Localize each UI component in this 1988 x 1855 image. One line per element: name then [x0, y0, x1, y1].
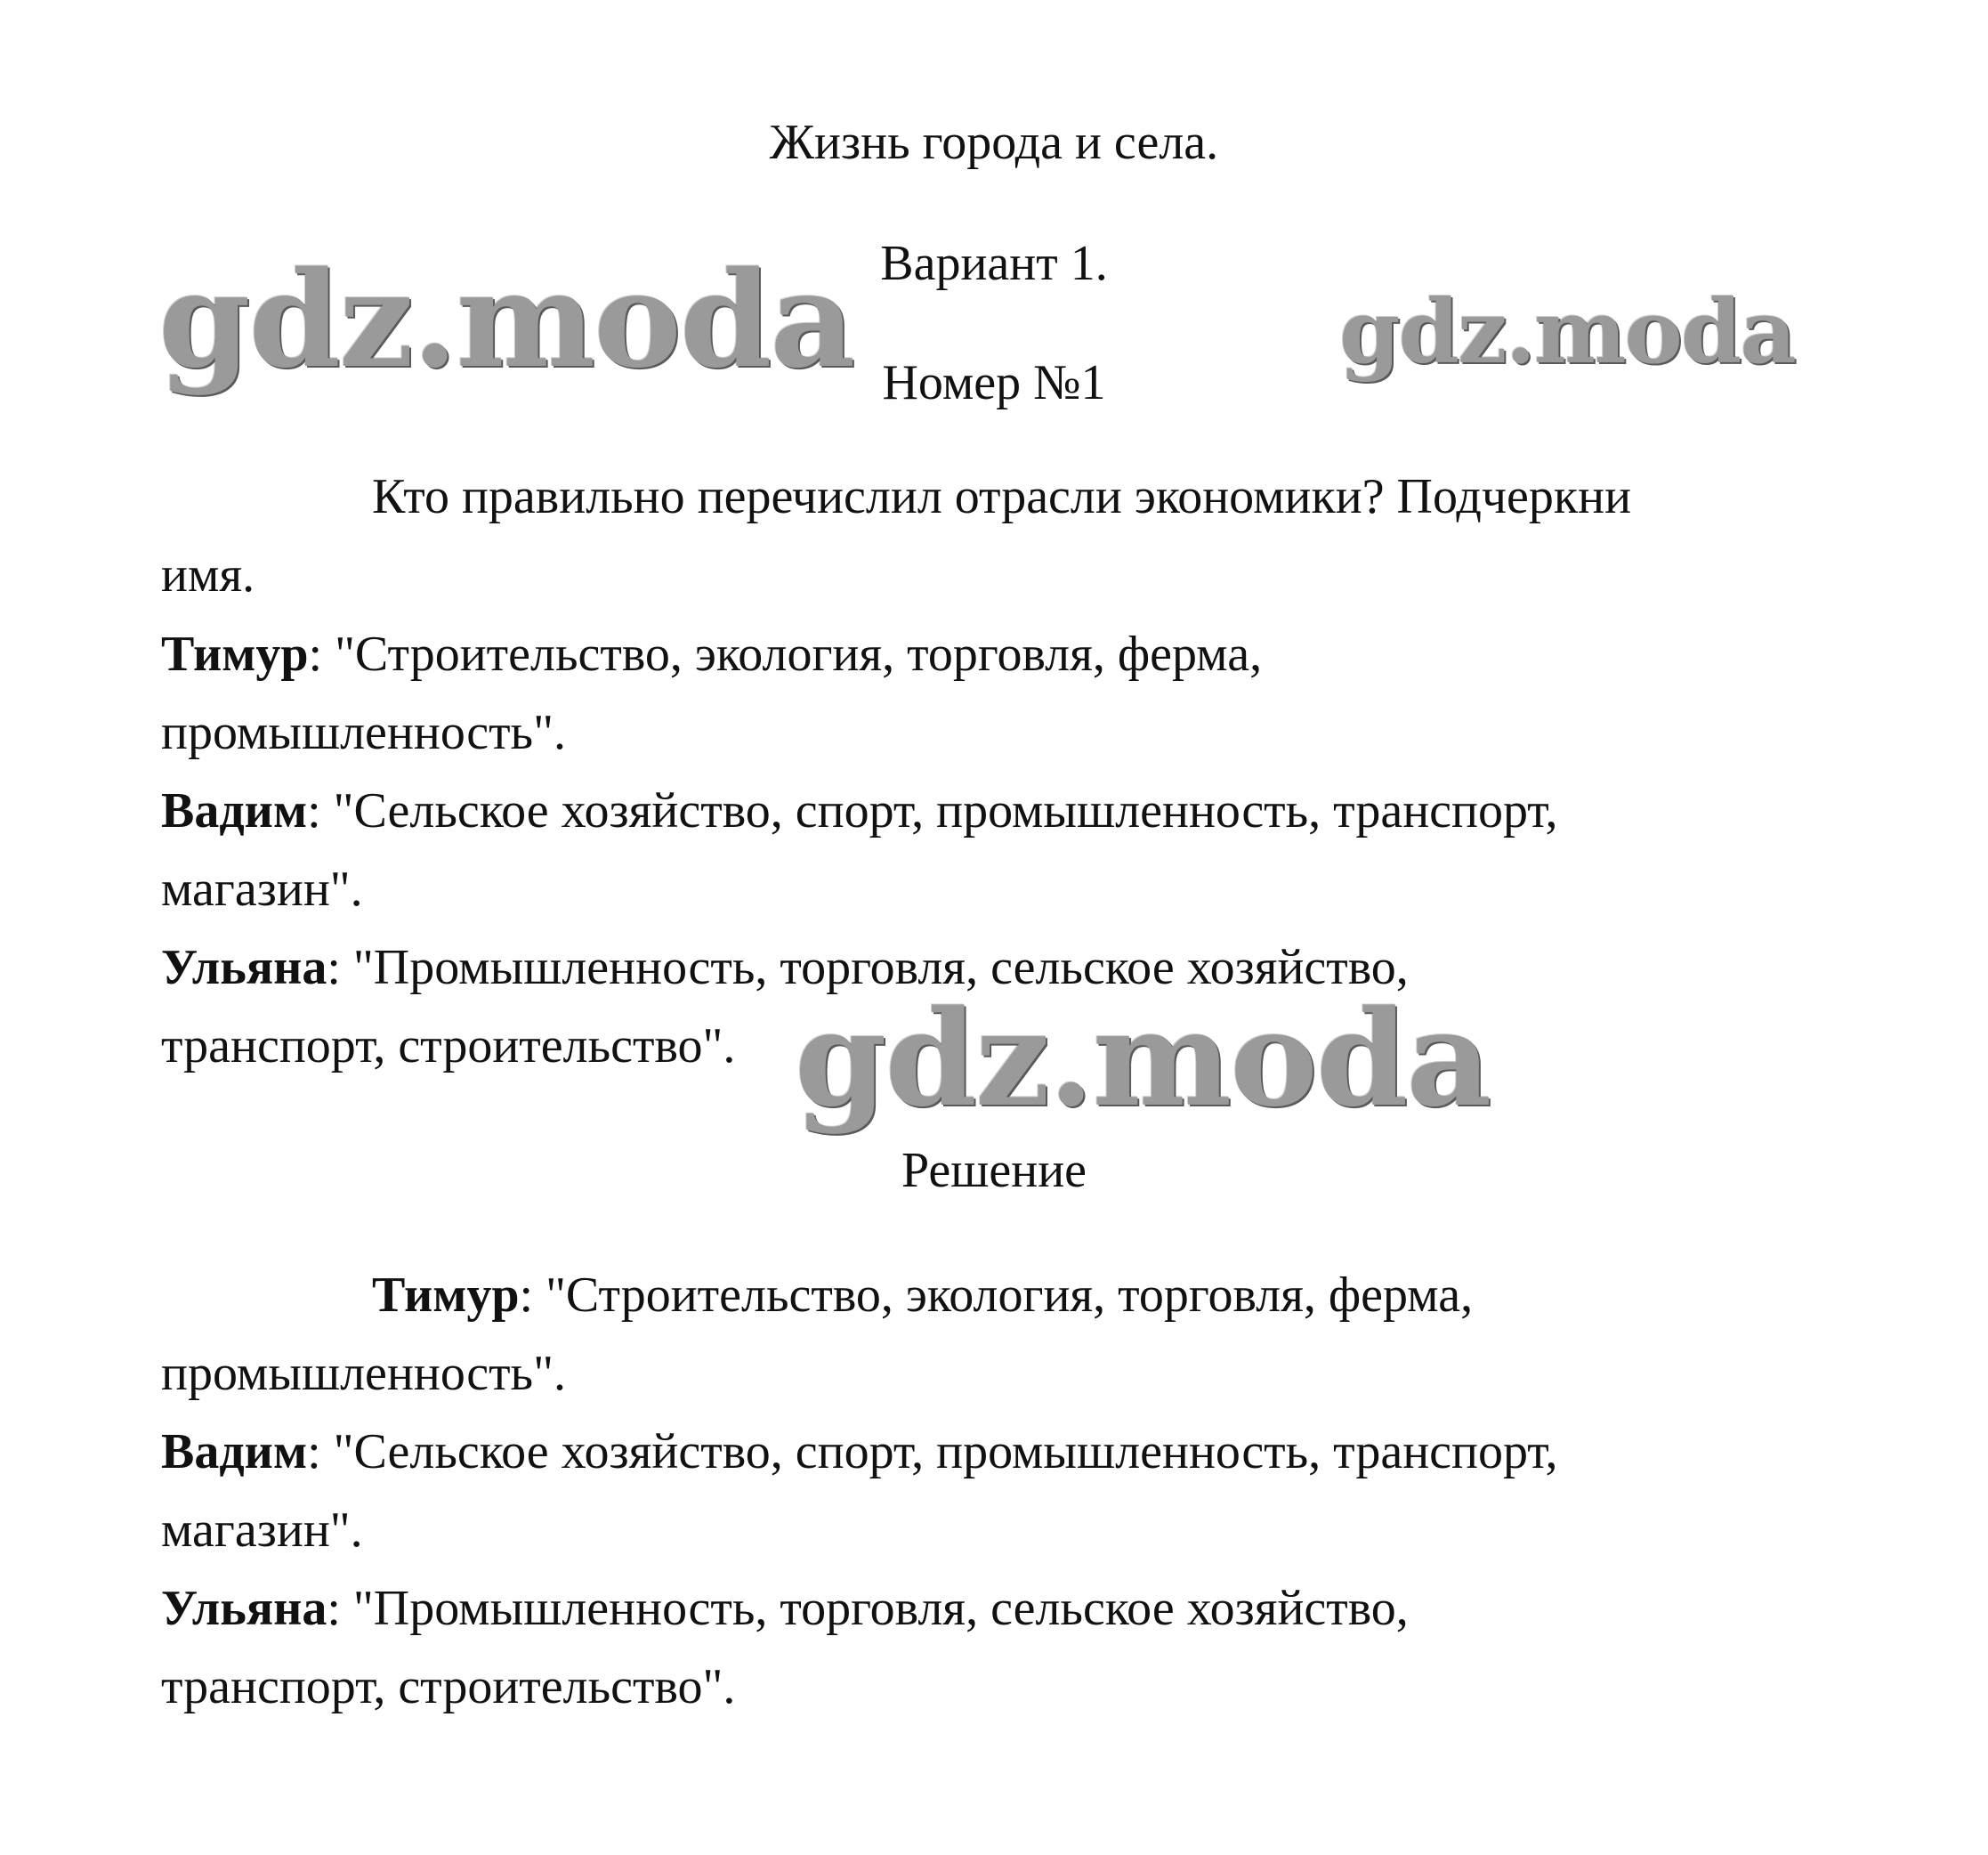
answer-name: Ульяна: [161, 940, 327, 995]
answer-name: Вадим: [161, 1424, 308, 1479]
question-text-continued: имя.: [161, 547, 255, 603]
answer-ulyana-continued: транспорт, строительство".: [161, 1018, 736, 1073]
answer-name: Тимур: [372, 1268, 520, 1323]
answer-text: : "Сельское хозяйство, спорт, промышленность, транспорт,: [307, 783, 1558, 838]
answer-text: : "Промышленность, торговля, сельское хозяйство,: [327, 940, 1409, 995]
solution-answer-timur-continued: промышленность".: [161, 1346, 566, 1401]
answer-vadim: [161, 783, 1558, 838]
answer-name: Вадим: [161, 783, 308, 838]
answer-timur: [161, 627, 1263, 682]
solution-answer-ulyana-continued: транспорт, строительство".: [161, 1659, 736, 1714]
solution-heading: Решение: [901, 1143, 1087, 1198]
watermark-logo-top-left: gdz.moda: [158, 242, 854, 397]
answer-name: Ульяна: [161, 1581, 327, 1636]
answer-ulyana: [161, 940, 1409, 995]
answer-vadim-continued: магазин".: [161, 862, 363, 917]
watermark-logo-middle: gdz.moda: [795, 981, 1491, 1136]
variant-label: Вариант 1.: [880, 236, 1108, 291]
answer-timur-continued: промышленность".: [161, 705, 566, 760]
answer-text: : "Строительство, экология, торговля, ферма,: [308, 627, 1263, 682]
answer-text: : "Сельское хозяйство, спорт, промышленность, транспорт,: [307, 1424, 1558, 1479]
watermark-logo-top-right: gdz.moda: [1339, 281, 1795, 384]
task-number: Номер №1: [882, 355, 1106, 410]
solution-answer-vadim: [161, 1424, 1558, 1479]
solution-answer-vadim-continued: магазин".: [161, 1503, 363, 1558]
solution-answer-ulyana: [161, 1581, 1409, 1636]
document-title: Жизнь города и села.: [769, 115, 1219, 170]
solution-answer-timur: [372, 1268, 1474, 1323]
answer-name: Тимур: [161, 627, 309, 682]
question-text: Кто правильно перечислил отрасли экономики? Подчеркни: [372, 469, 1632, 524]
answer-text: : "Строительство, экология, торговля, ферма,: [519, 1268, 1474, 1323]
answer-text: : "Промышленность, торговля, сельское хозяйство,: [327, 1581, 1409, 1636]
